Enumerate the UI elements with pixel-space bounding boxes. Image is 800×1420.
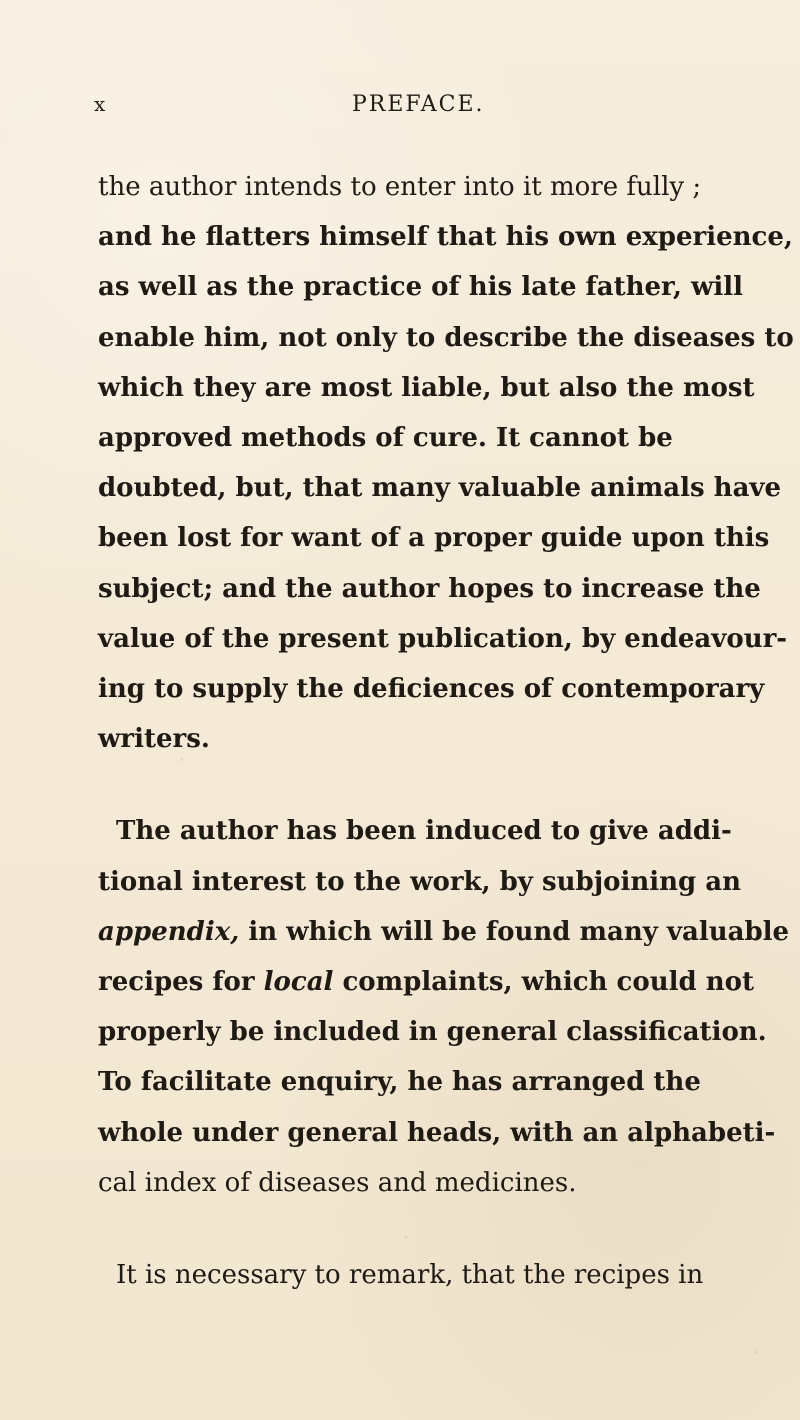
paper-speckle-2: · [402,1224,410,1252]
paragraph-2-line-4-start: recipes for [98,967,264,998]
appendix-word: appendix, [98,916,240,947]
paragraph-2-line-7: whole under general heads, with an alphabeti- [98,1117,776,1148]
main-text [98,162,794,1300]
paragraph-1-line-10: value of the present publication, by endeavour- [98,623,788,654]
paragraph-1-line-4: enable him, not only to describe the diseases to [98,322,794,353]
paragraph-2-line-1: The author has been induced to give addi- [116,816,732,847]
paragraph-2-line-2: tional interest to the work, by subjoining an [98,866,741,897]
paragraph-1-line-2: and he flatters himself that his own experience, [98,222,793,253]
paragraph-2 [98,806,790,1208]
paper-speckle-1: · [178,746,186,774]
paragraph-gap-1 [98,764,710,806]
paragraph-2-line-4-end: complaints, which could not [333,967,754,998]
paragraph-1-line-12: writers. [98,724,210,755]
running-head: PREFACE. [352,92,485,117]
local-word: local [263,967,334,998]
paragraph-1-line-7: doubted, but, that many valuable animals have [98,473,782,504]
page-number: x [94,92,107,116]
paragraph-2-line-3 [98,907,790,957]
paragraph-1-line-3: as well as the practice of his late father, will [98,272,743,303]
paragraph-1-line-11: ing to supply the deficiences of contemporary [98,674,765,705]
paragraph-1-line-8: been lost for want of a proper guide upon this [98,523,770,554]
paragraph-2-line-3-rest: in which will be found many valuable [239,916,790,947]
paper-speckle-3: · [752,1339,760,1367]
paragraph-3 [98,1250,710,1300]
paragraph-1-line-9: subject; and the author hopes to increase the [98,573,761,604]
paragraph-3-line-1: It is necessary to remark, that the recipes in [116,1260,704,1291]
paragraph-2-line-5: properly be included in general classification. [98,1017,767,1048]
paragraph-1 [98,162,794,764]
paragraph-1-line-1: the author intends to enter into it more fully ; [98,172,702,202]
paragraph-1-line-5: which they are most liable, but also the most [98,372,755,403]
paragraph-2-line-8: cal index of diseases and medicines. [98,1167,577,1198]
paragraph-2-line-4 [98,957,754,1007]
page-header [94,92,714,132]
paragraph-1-line-6: approved methods of cure. It cannot be [98,423,673,454]
paragraph-2-line-6: To facilitate enquiry, he has arranged the [98,1067,701,1098]
